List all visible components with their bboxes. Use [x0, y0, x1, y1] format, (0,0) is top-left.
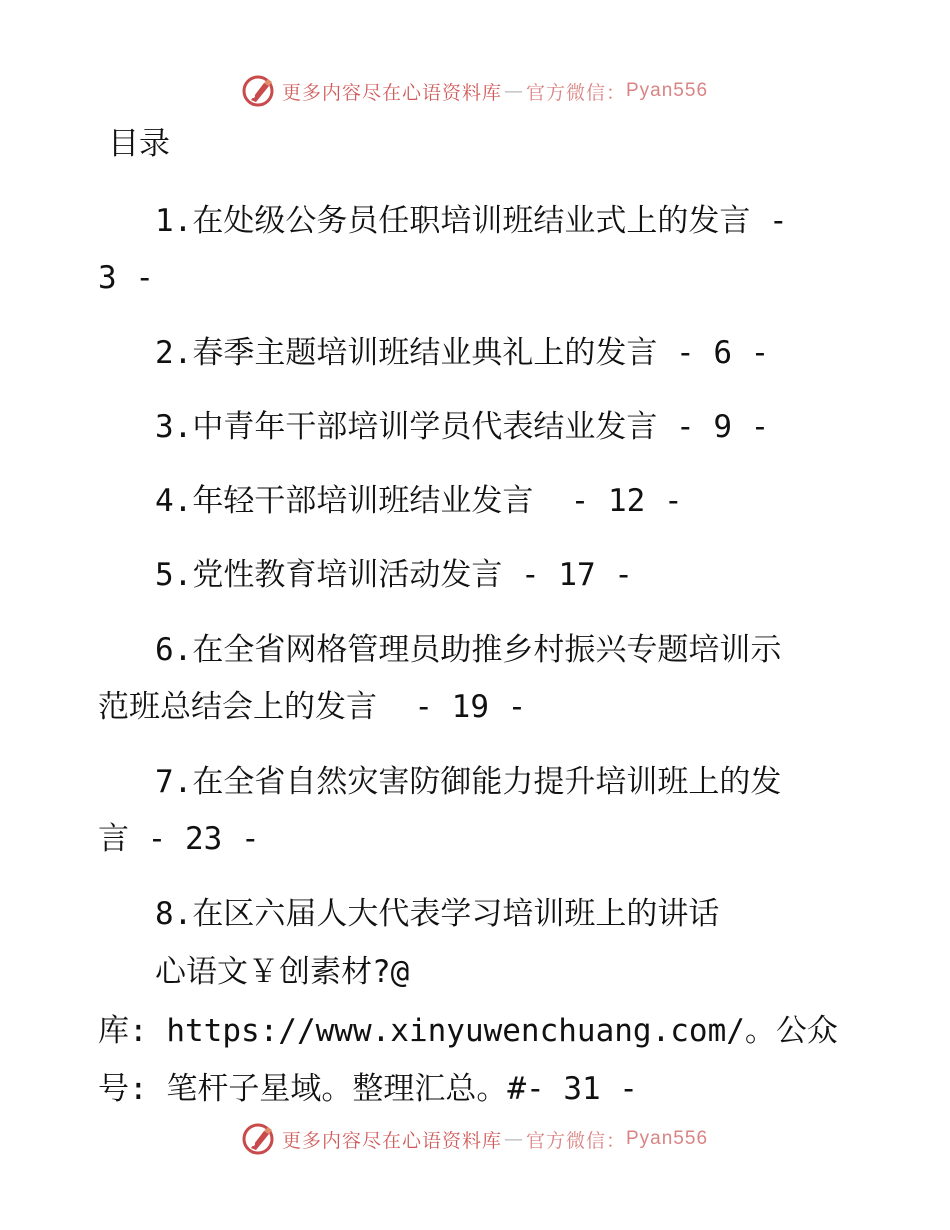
- toc-entry-1-cont: 3 -: [98, 260, 154, 296]
- toc-entry-6: 6.在全省网格管理员助推乡村振兴专题培训示: [155, 632, 782, 668]
- banner-official-label: 官方微信：: [525, 1129, 626, 1152]
- banner-separator: —: [503, 1128, 524, 1150]
- banner-wechat-id: Pyan556: [626, 80, 709, 101]
- toc-entry-5: 5.党性教育培训活动发言 - 17 -: [155, 557, 633, 593]
- toc-entry-6-cont: 范班总结会上的发言 - 19 -: [98, 689, 527, 725]
- banner-official-label: 官方微信：: [525, 81, 626, 104]
- pen-logo-icon: [242, 1122, 276, 1156]
- banner-brand-text: 更多内容尽在心语资料库: [281, 81, 502, 104]
- banner-separator: —: [503, 80, 524, 102]
- pen-logo-icon: [242, 74, 276, 108]
- banner-brand-text: 更多内容尽在心语资料库: [281, 1129, 502, 1152]
- banner-wechat-id: Pyan556: [626, 1128, 709, 1149]
- toc-entry-7: 7.在全省自然灾害防御能力提升培训班上的发: [155, 764, 782, 800]
- toc-entry-7-cont: 言 - 23 -: [98, 821, 260, 857]
- toc-title: 目录: [108, 126, 170, 162]
- toc-entry-1: 1.在处级公务员任职培训班结业式上的发言 -: [155, 203, 788, 239]
- toc-entry-2: 2.春季主题培训班结业典礼上的发言 - 6 -: [155, 335, 770, 371]
- toc-entry-3: 3.中青年干部培训学员代表结业发言 - 9 -: [155, 409, 770, 445]
- source-note-line-2: 库: https://www.xinyuwenchuang.com/。公众: [98, 1013, 838, 1049]
- footer-banner: [0, 1117, 950, 1161]
- header-banner: [0, 69, 950, 113]
- source-note-line-1: 心语文￥创素材?@: [155, 954, 410, 990]
- toc-entry-8: 8.在区六届人大代表学习培训班上的讲话: [155, 896, 720, 932]
- toc-entry-4: 4.年轻干部培训班结业发言 - 12 -: [155, 483, 683, 519]
- source-note-line-3: 号: 笔杆子星域。整理汇总。#- 31 -: [98, 1071, 638, 1107]
